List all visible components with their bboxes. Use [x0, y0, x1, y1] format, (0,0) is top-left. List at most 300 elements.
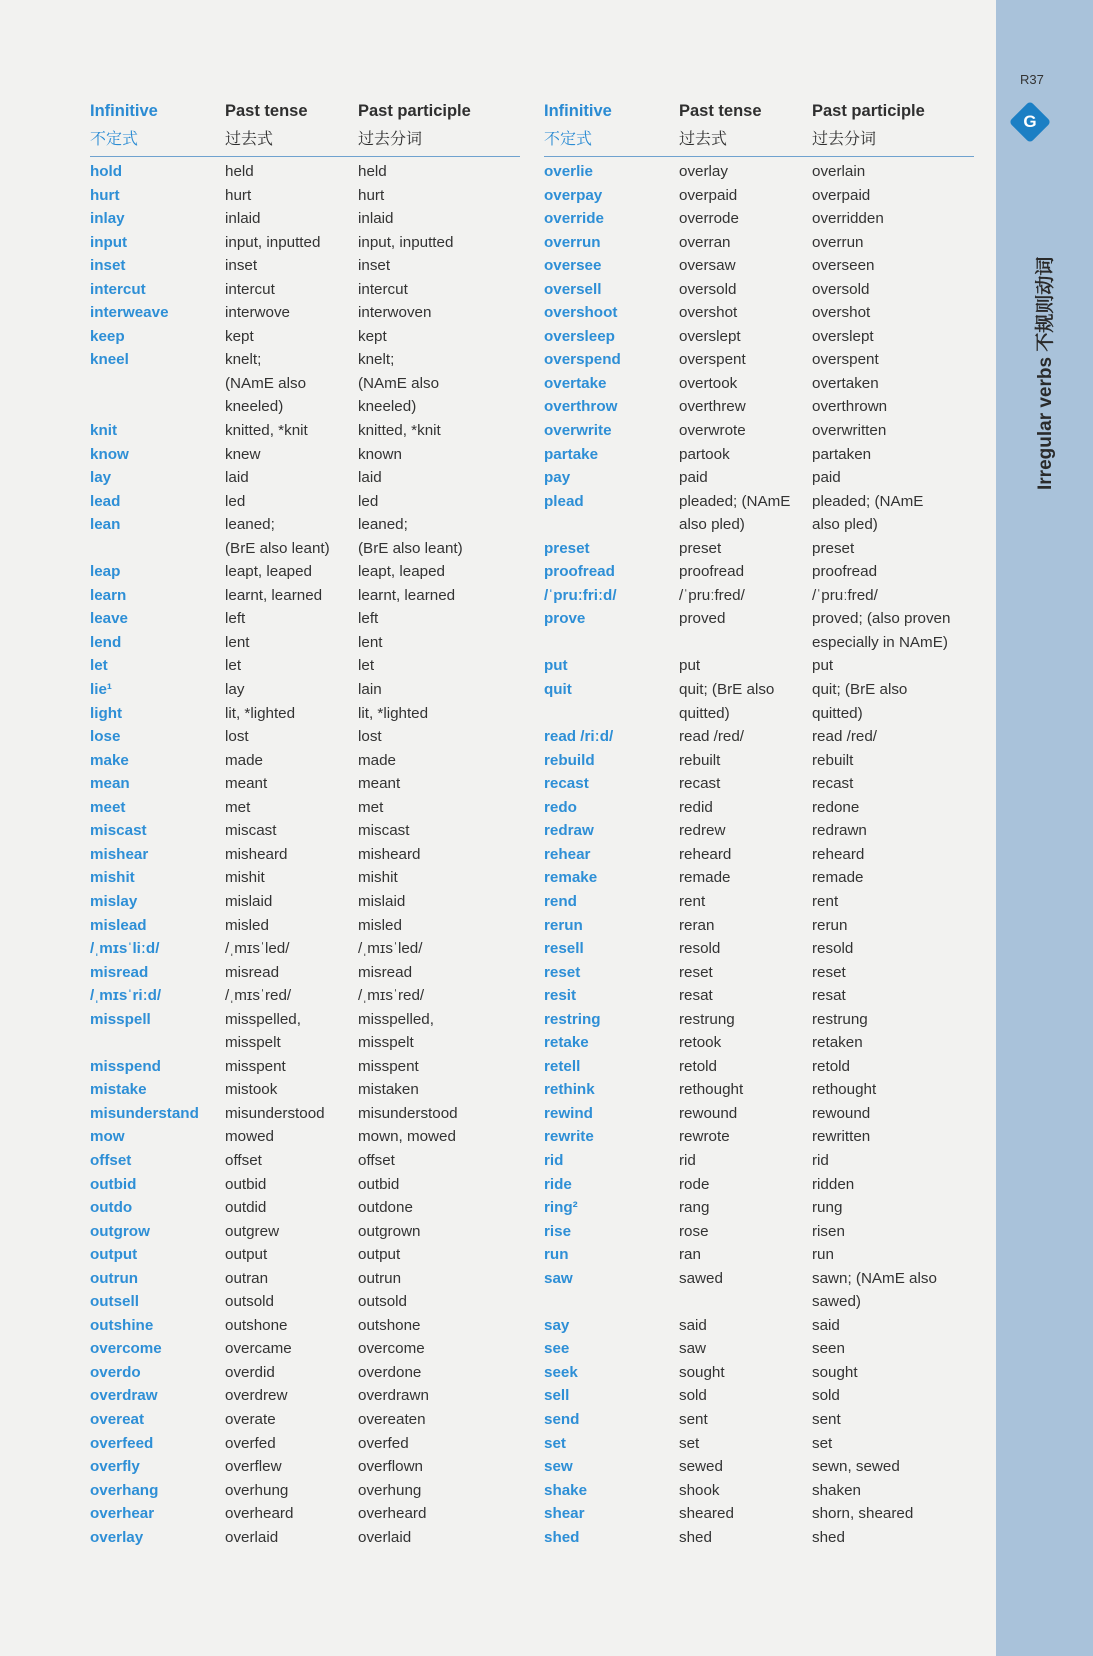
past-tense-cell: overfed — [225, 1434, 276, 1452]
infinitive-cell: overfly — [90, 1458, 140, 1476]
infinitive-cell: reset — [544, 963, 581, 981]
past-tense-cell: preset — [679, 539, 722, 557]
header-infinitive-zh: 不定式 — [544, 131, 593, 148]
verb-row — [544, 585, 974, 609]
past-participle-cell: rebuilt — [812, 751, 854, 769]
past-participle-cell: seen — [812, 1340, 845, 1358]
infinitive-cell: shear — [544, 1505, 585, 1523]
past-tense-cell: ran — [679, 1246, 701, 1264]
infinitive-cell: quit — [544, 681, 572, 699]
past-tense-cell: kneeled) — [225, 398, 284, 416]
infinitive-cell: preset — [544, 539, 590, 557]
infinitive-cell: knit — [90, 422, 118, 440]
verb-row — [544, 1456, 974, 1480]
past-participle-cell: remade — [812, 869, 864, 887]
verb-row — [90, 1456, 520, 1480]
past-tense-cell: shook — [679, 1481, 720, 1499]
past-participle-cell: redone — [812, 798, 860, 816]
past-tense-cell: rode — [679, 1175, 710, 1193]
infinitive-cell: misspell — [90, 1010, 151, 1028]
verb-row — [90, 349, 520, 373]
past-participle-cell: retold — [812, 1057, 850, 1075]
verb-row — [544, 797, 974, 821]
infinitive-cell: redraw — [544, 822, 594, 840]
verb-row — [90, 1385, 520, 1409]
past-tense-cell: overdid — [225, 1363, 275, 1381]
past-tense-cell: rent — [679, 892, 706, 910]
header-infinitive: Infinitive — [544, 102, 612, 120]
past-participle-cell: /ˌmɪsˈled/ — [358, 940, 423, 958]
verb-row — [544, 279, 974, 303]
past-tense-cell: outdid — [225, 1199, 267, 1217]
infinitive-cell: shake — [544, 1481, 588, 1499]
past-participle-cell: set — [812, 1434, 833, 1452]
past-participle-cell: overlain — [812, 163, 866, 180]
past-tense-cell: overtook — [679, 374, 738, 392]
past-tense-cell: proved — [679, 610, 726, 628]
past-tense-cell: leaned; — [225, 516, 275, 534]
past-participle-cell: shorn, sheared — [812, 1505, 914, 1523]
past-participle-cell: quit; (BrE also — [812, 681, 908, 699]
past-participle-cell: recast — [812, 775, 854, 793]
past-tense-cell: laid — [225, 469, 249, 487]
past-tense-cell: made — [225, 751, 263, 769]
infinitive-cell: overcome — [90, 1340, 162, 1358]
verb-row — [90, 1103, 520, 1127]
verb-row — [544, 561, 974, 585]
past-participle-cell: led — [358, 492, 379, 510]
past-participle-cell: output — [358, 1246, 401, 1264]
infinitive-cell: say — [544, 1316, 570, 1334]
past-tense-cell: overcame — [225, 1340, 292, 1358]
infinitive-cell: lay — [90, 469, 112, 487]
infinitive-cell: meet — [90, 798, 126, 816]
past-participle-cell: overspent — [812, 351, 879, 369]
infinitive-cell: read /riːd/ — [544, 728, 614, 746]
verb-row — [544, 750, 974, 774]
past-tense-cell: rose — [679, 1222, 709, 1240]
column-header — [544, 98, 974, 157]
infinitive-cell: override — [544, 210, 604, 228]
infinitive-cell: kneel — [90, 351, 129, 369]
verb-row — [90, 1056, 520, 1080]
infinitive-cell: leap — [90, 563, 121, 581]
verb-row — [544, 1362, 974, 1386]
verb-row — [90, 279, 520, 303]
verb-row — [90, 844, 520, 868]
verb-row — [90, 185, 520, 209]
verb-row — [90, 632, 520, 656]
infinitive-cell: mislay — [90, 892, 138, 910]
infinitive-cell: oversee — [544, 257, 602, 275]
infinitive-cell: output — [90, 1246, 138, 1264]
past-tense-cell: paid — [679, 469, 708, 487]
verb-row — [544, 1079, 974, 1103]
past-participle-cell: resold — [812, 940, 854, 958]
infinitive-cell: rehear — [544, 845, 591, 863]
past-participle-cell: overcome — [358, 1340, 425, 1358]
past-tense-cell: misread — [225, 963, 280, 981]
past-tense-cell: lent — [225, 633, 250, 651]
past-tense-cell: redid — [679, 798, 713, 816]
infinitive-cell: mishit — [90, 869, 135, 887]
past-tense-cell: hurt — [225, 186, 252, 204]
header-past-participle: Past participle — [812, 102, 925, 120]
past-participle-cell: read /red/ — [812, 728, 878, 746]
past-participle-cell: interwoven — [358, 304, 432, 322]
infinitive-cell: rethink — [544, 1081, 595, 1099]
infinitive-cell: overdraw — [90, 1387, 158, 1405]
infinitive-cell: intercut — [90, 280, 146, 298]
past-participle-cell: quitted) — [812, 704, 863, 722]
past-participle-cell: leapt, leaped — [358, 563, 445, 581]
verb-row — [544, 349, 974, 373]
past-participle-cell: sawed) — [812, 1293, 861, 1311]
infinitive-cell: outrun — [90, 1269, 139, 1287]
past-participle-cell: /ˈpruːfred/ — [812, 586, 878, 604]
infinitive-cell: retake — [544, 1034, 589, 1052]
past-tense-cell: read /red/ — [679, 728, 745, 746]
infinitive-cell: leave — [90, 610, 129, 628]
past-tense-cell: said — [679, 1316, 707, 1334]
past-participle-cell: inlaid — [358, 210, 394, 228]
past-tense-cell: quitted) — [679, 704, 730, 722]
past-tense-cell: sewed — [679, 1458, 723, 1476]
verb-list-left — [90, 157, 520, 1550]
past-tense-cell: left — [225, 610, 246, 628]
past-participle-cell: offset — [358, 1151, 395, 1169]
past-participle-cell: oversold — [812, 280, 870, 298]
infinitive-cell: outbid — [90, 1175, 137, 1193]
past-participle-cell: said — [812, 1316, 840, 1334]
infinitive-cell: send — [544, 1410, 580, 1428]
infinitive-cell: overrun — [544, 233, 601, 251]
past-participle-cell: proofread — [812, 563, 878, 581]
verb-row — [90, 1221, 520, 1245]
verb-row — [544, 1268, 974, 1292]
infinitive-cell: /ˌmɪsˈliːd/ — [90, 940, 160, 958]
left-column — [90, 98, 520, 1550]
infinitive-cell: put — [544, 657, 568, 675]
past-participle-cell: hurt — [358, 186, 385, 204]
infinitive-cell: outdo — [90, 1199, 133, 1217]
past-tense-cell: interwove — [225, 304, 290, 322]
past-participle-cell: overflown — [358, 1458, 423, 1476]
past-participle-cell: also pled) — [812, 516, 878, 534]
verb-row — [544, 396, 974, 420]
past-participle-cell: lent — [358, 633, 383, 651]
infinitive-cell: misunderstand — [90, 1104, 199, 1122]
past-tense-cell: /ˌmɪsˈred/ — [225, 987, 292, 1005]
verb-row — [544, 1244, 974, 1268]
past-participle-cell: rewritten — [812, 1128, 871, 1146]
past-participle-cell: rewound — [812, 1104, 871, 1122]
past-participle-cell: lost — [358, 728, 382, 746]
verb-row — [90, 161, 520, 185]
past-participle-cell: overrun — [812, 233, 864, 251]
past-tense-cell: lit, *lighted — [225, 704, 296, 722]
past-tense-cell: sheared — [679, 1505, 734, 1523]
past-tense-cell: outsold — [225, 1293, 274, 1311]
infinitive-cell: saw — [544, 1269, 573, 1287]
infinitive-cell: rebuild — [544, 751, 595, 769]
past-tense-cell: retook — [679, 1034, 722, 1052]
infinitive-cell: outgrow — [90, 1222, 150, 1240]
past-tense-cell: mowed — [225, 1128, 274, 1146]
infinitive-cell: inset — [90, 257, 126, 275]
right-column — [544, 98, 974, 1550]
infinitive-cell: let — [90, 657, 108, 675]
verb-row — [544, 915, 974, 939]
past-participle-cell: overeaten — [358, 1410, 426, 1428]
verb-row — [90, 867, 520, 891]
infinitive-cell: mean — [90, 775, 130, 793]
past-tense-cell: rewrote — [679, 1128, 730, 1146]
past-participle-cell: overwritten — [812, 422, 887, 440]
infinitive-cell: oversell — [544, 280, 602, 298]
past-participle-cell: outrun — [358, 1269, 402, 1287]
infinitive-cell: rewrite — [544, 1128, 594, 1146]
header-past-participle-zh: 过去分词 — [812, 131, 877, 148]
past-participle-cell: shaken — [812, 1481, 861, 1499]
verb-row — [544, 632, 974, 656]
verb-row — [544, 608, 974, 632]
past-participle-cell: knitted, *knit — [358, 422, 441, 440]
verb-row — [544, 444, 974, 468]
section-badge-letter: G — [1023, 112, 1037, 131]
past-tense-cell: intercut — [225, 280, 275, 298]
past-tense-cell: mistook — [225, 1081, 278, 1099]
verb-row — [544, 655, 974, 679]
verb-row — [544, 679, 974, 703]
past-participle-cell: misled — [358, 916, 402, 934]
past-tense-cell: outgrew — [225, 1222, 280, 1240]
past-participle-cell: laid — [358, 469, 382, 487]
past-tense-cell: overate — [225, 1410, 276, 1428]
verb-row — [90, 302, 520, 326]
past-tense-cell: sawed — [679, 1269, 723, 1287]
past-participle-cell: rid — [812, 1151, 829, 1169]
past-participle-cell: overpaid — [812, 186, 871, 204]
past-participle-cell: restrung — [812, 1010, 868, 1028]
past-tense-cell: rang — [679, 1199, 710, 1217]
past-participle-cell: outdone — [358, 1199, 413, 1217]
infinitive-cell: overeat — [90, 1410, 145, 1428]
infinitive-cell: rerun — [544, 916, 583, 934]
past-tense-cell: knelt; — [225, 351, 262, 369]
past-tense-cell: kept — [225, 327, 254, 345]
past-tense-cell: reset — [679, 963, 713, 981]
past-participle-cell: sewn, sewed — [812, 1458, 900, 1476]
infinitive-cell: miscast — [90, 822, 147, 840]
past-participle-cell: overdrawn — [358, 1387, 429, 1405]
infinitive-cell: mishear — [90, 845, 149, 863]
infinitive-cell: rend — [544, 892, 577, 910]
verb-row — [90, 1362, 520, 1386]
past-tense-cell: sought — [679, 1363, 725, 1381]
verb-row — [544, 1009, 974, 1033]
past-tense-cell: overrode — [679, 210, 739, 228]
past-tense-cell: misled — [225, 916, 269, 934]
past-participle-cell: mislaid — [358, 892, 406, 910]
infinitive-cell: overpay — [544, 186, 603, 204]
infinitive-cell: lend — [90, 633, 122, 651]
past-participle-cell: lit, *lighted — [358, 704, 429, 722]
past-participle-cell: kneeled) — [358, 398, 417, 416]
verb-row — [90, 938, 520, 962]
verb-row — [90, 962, 520, 986]
past-participle-cell: misspelt — [358, 1034, 414, 1052]
past-participle-cell: intercut — [358, 280, 408, 298]
infinitive-cell: overtake — [544, 374, 607, 392]
verb-row — [90, 561, 520, 585]
past-participle-cell: preset — [812, 539, 855, 557]
past-tense-cell: (NAmE also — [225, 374, 307, 392]
verb-row — [544, 1032, 974, 1056]
infinitive-cell: prove — [544, 610, 586, 628]
infinitive-cell: rise — [544, 1222, 572, 1240]
verb-row — [90, 985, 520, 1009]
past-tense-cell: overpaid — [679, 186, 738, 204]
past-participle-cell: resat — [812, 987, 846, 1005]
verb-row — [544, 1433, 974, 1457]
verb-row — [544, 538, 974, 562]
verb-row — [90, 1338, 520, 1362]
past-participle-cell: made — [358, 751, 396, 769]
verb-row — [544, 514, 974, 538]
past-tense-cell: learnt, learned — [225, 586, 323, 604]
past-participle-cell: redrawn — [812, 822, 867, 840]
verb-row — [544, 1174, 974, 1198]
past-participle-cell: overhung — [358, 1481, 422, 1499]
past-participle-cell: learnt, learned — [358, 586, 456, 604]
past-tense-cell: saw — [679, 1340, 707, 1358]
infinitive-cell: overhear — [90, 1505, 155, 1523]
past-tense-cell: /ˌmɪsˈled/ — [225, 940, 290, 958]
past-participle-cell: reset — [812, 963, 846, 981]
verb-row — [90, 1126, 520, 1150]
verb-row — [90, 1315, 520, 1339]
past-participle-cell: inset — [358, 257, 391, 275]
past-participle-cell: rethought — [812, 1081, 877, 1099]
past-participle-cell: sent — [812, 1410, 841, 1428]
header-past-tense-zh: 过去式 — [679, 131, 728, 148]
verb-row — [90, 679, 520, 703]
header-past-participle-zh: 过去分词 — [358, 131, 423, 148]
verb-row — [90, 373, 520, 397]
past-tense-cell: quit; (BrE also — [679, 681, 775, 699]
past-tense-cell: overhung — [225, 1481, 289, 1499]
past-participle-cell: overseen — [812, 257, 875, 275]
verb-row — [544, 467, 974, 491]
infinitive-cell: ride — [544, 1175, 572, 1193]
infinitive-cell: sew — [544, 1458, 573, 1476]
infinitive-cell: remake — [544, 869, 598, 887]
past-participle-cell: overfed — [358, 1434, 409, 1452]
past-participle-cell: misheard — [358, 845, 421, 863]
past-participle-cell: overtaken — [812, 374, 879, 392]
past-participle-cell: overlaid — [358, 1528, 412, 1546]
past-tense-cell: lost — [225, 728, 249, 746]
past-tense-cell: mislaid — [225, 892, 273, 910]
past-tense-cell: overran — [679, 233, 731, 251]
verb-row — [544, 1056, 974, 1080]
past-participle-cell: reheard — [812, 845, 865, 863]
verb-row — [544, 491, 974, 515]
infinitive-cell: lie¹ — [90, 681, 112, 699]
past-tense-cell: remade — [679, 869, 731, 887]
verb-row — [544, 703, 974, 727]
past-tense-cell: misspent — [225, 1057, 286, 1075]
past-tense-cell: overshot — [679, 304, 738, 322]
past-participle-cell: proved; (also proven — [812, 610, 951, 628]
verb-row — [544, 373, 974, 397]
verb-row — [90, 1503, 520, 1527]
infinitive-cell: lean — [90, 516, 121, 534]
past-tense-cell: rethought — [679, 1081, 744, 1099]
infinitive-cell: retell — [544, 1057, 581, 1075]
verb-row — [544, 326, 974, 350]
verb-row — [90, 773, 520, 797]
verb-row — [90, 726, 520, 750]
infinitive-cell: overshoot — [544, 304, 618, 322]
past-tense-cell: shed — [679, 1528, 712, 1546]
past-participle-cell: rerun — [812, 916, 848, 934]
past-tense-cell: set — [679, 1434, 700, 1452]
past-participle-cell: outshone — [358, 1316, 421, 1334]
infinitive-cell: partake — [544, 445, 599, 463]
infinitive-cell: proofread — [544, 563, 615, 581]
past-tense-cell: overthrew — [679, 398, 746, 416]
section-tab — [996, 0, 1093, 1656]
verb-row — [544, 844, 974, 868]
infinitive-cell: misread — [90, 963, 149, 981]
past-participle-cell: outsold — [358, 1293, 407, 1311]
infinitive-cell: seek — [544, 1363, 578, 1381]
infinitive-cell: overthrow — [544, 398, 618, 416]
past-tense-cell: (BrE also leant) — [225, 539, 330, 557]
past-participle-cell: pleaded; (NAmE — [812, 492, 924, 510]
infinitive-cell: overwrite — [544, 422, 612, 440]
past-tense-cell: inset — [225, 257, 258, 275]
past-participle-cell: especially in NAmE) — [812, 633, 948, 651]
past-participle-cell: lain — [358, 681, 382, 699]
infinitive-cell: interweave — [90, 304, 169, 322]
infinitive-cell: light — [90, 704, 123, 722]
infinitive-cell: learn — [90, 586, 127, 604]
past-tense-cell: mishit — [225, 869, 265, 887]
past-participle-cell: misspent — [358, 1057, 419, 1075]
past-tense-cell: outshone — [225, 1316, 288, 1334]
verb-row — [544, 420, 974, 444]
infinitive-cell: shed — [544, 1528, 580, 1546]
page-number: R37 — [1020, 72, 1044, 87]
verb-list-right — [544, 157, 974, 1550]
verb-row — [90, 1197, 520, 1221]
header-past-tense: Past tense — [679, 102, 762, 120]
past-tense-cell: miscast — [225, 822, 277, 840]
infinitive-cell: mislead — [90, 916, 147, 934]
past-tense-cell: misunderstood — [225, 1104, 325, 1122]
infinitive-cell: oversleep — [544, 327, 615, 345]
past-tense-cell: let — [225, 657, 242, 675]
past-tense-cell: put — [679, 657, 701, 675]
verb-row — [90, 1174, 520, 1198]
past-tense-cell: sold — [679, 1387, 707, 1405]
infinitive-cell: recast — [544, 775, 589, 793]
past-participle-cell: kept — [358, 327, 387, 345]
verb-row — [90, 915, 520, 939]
